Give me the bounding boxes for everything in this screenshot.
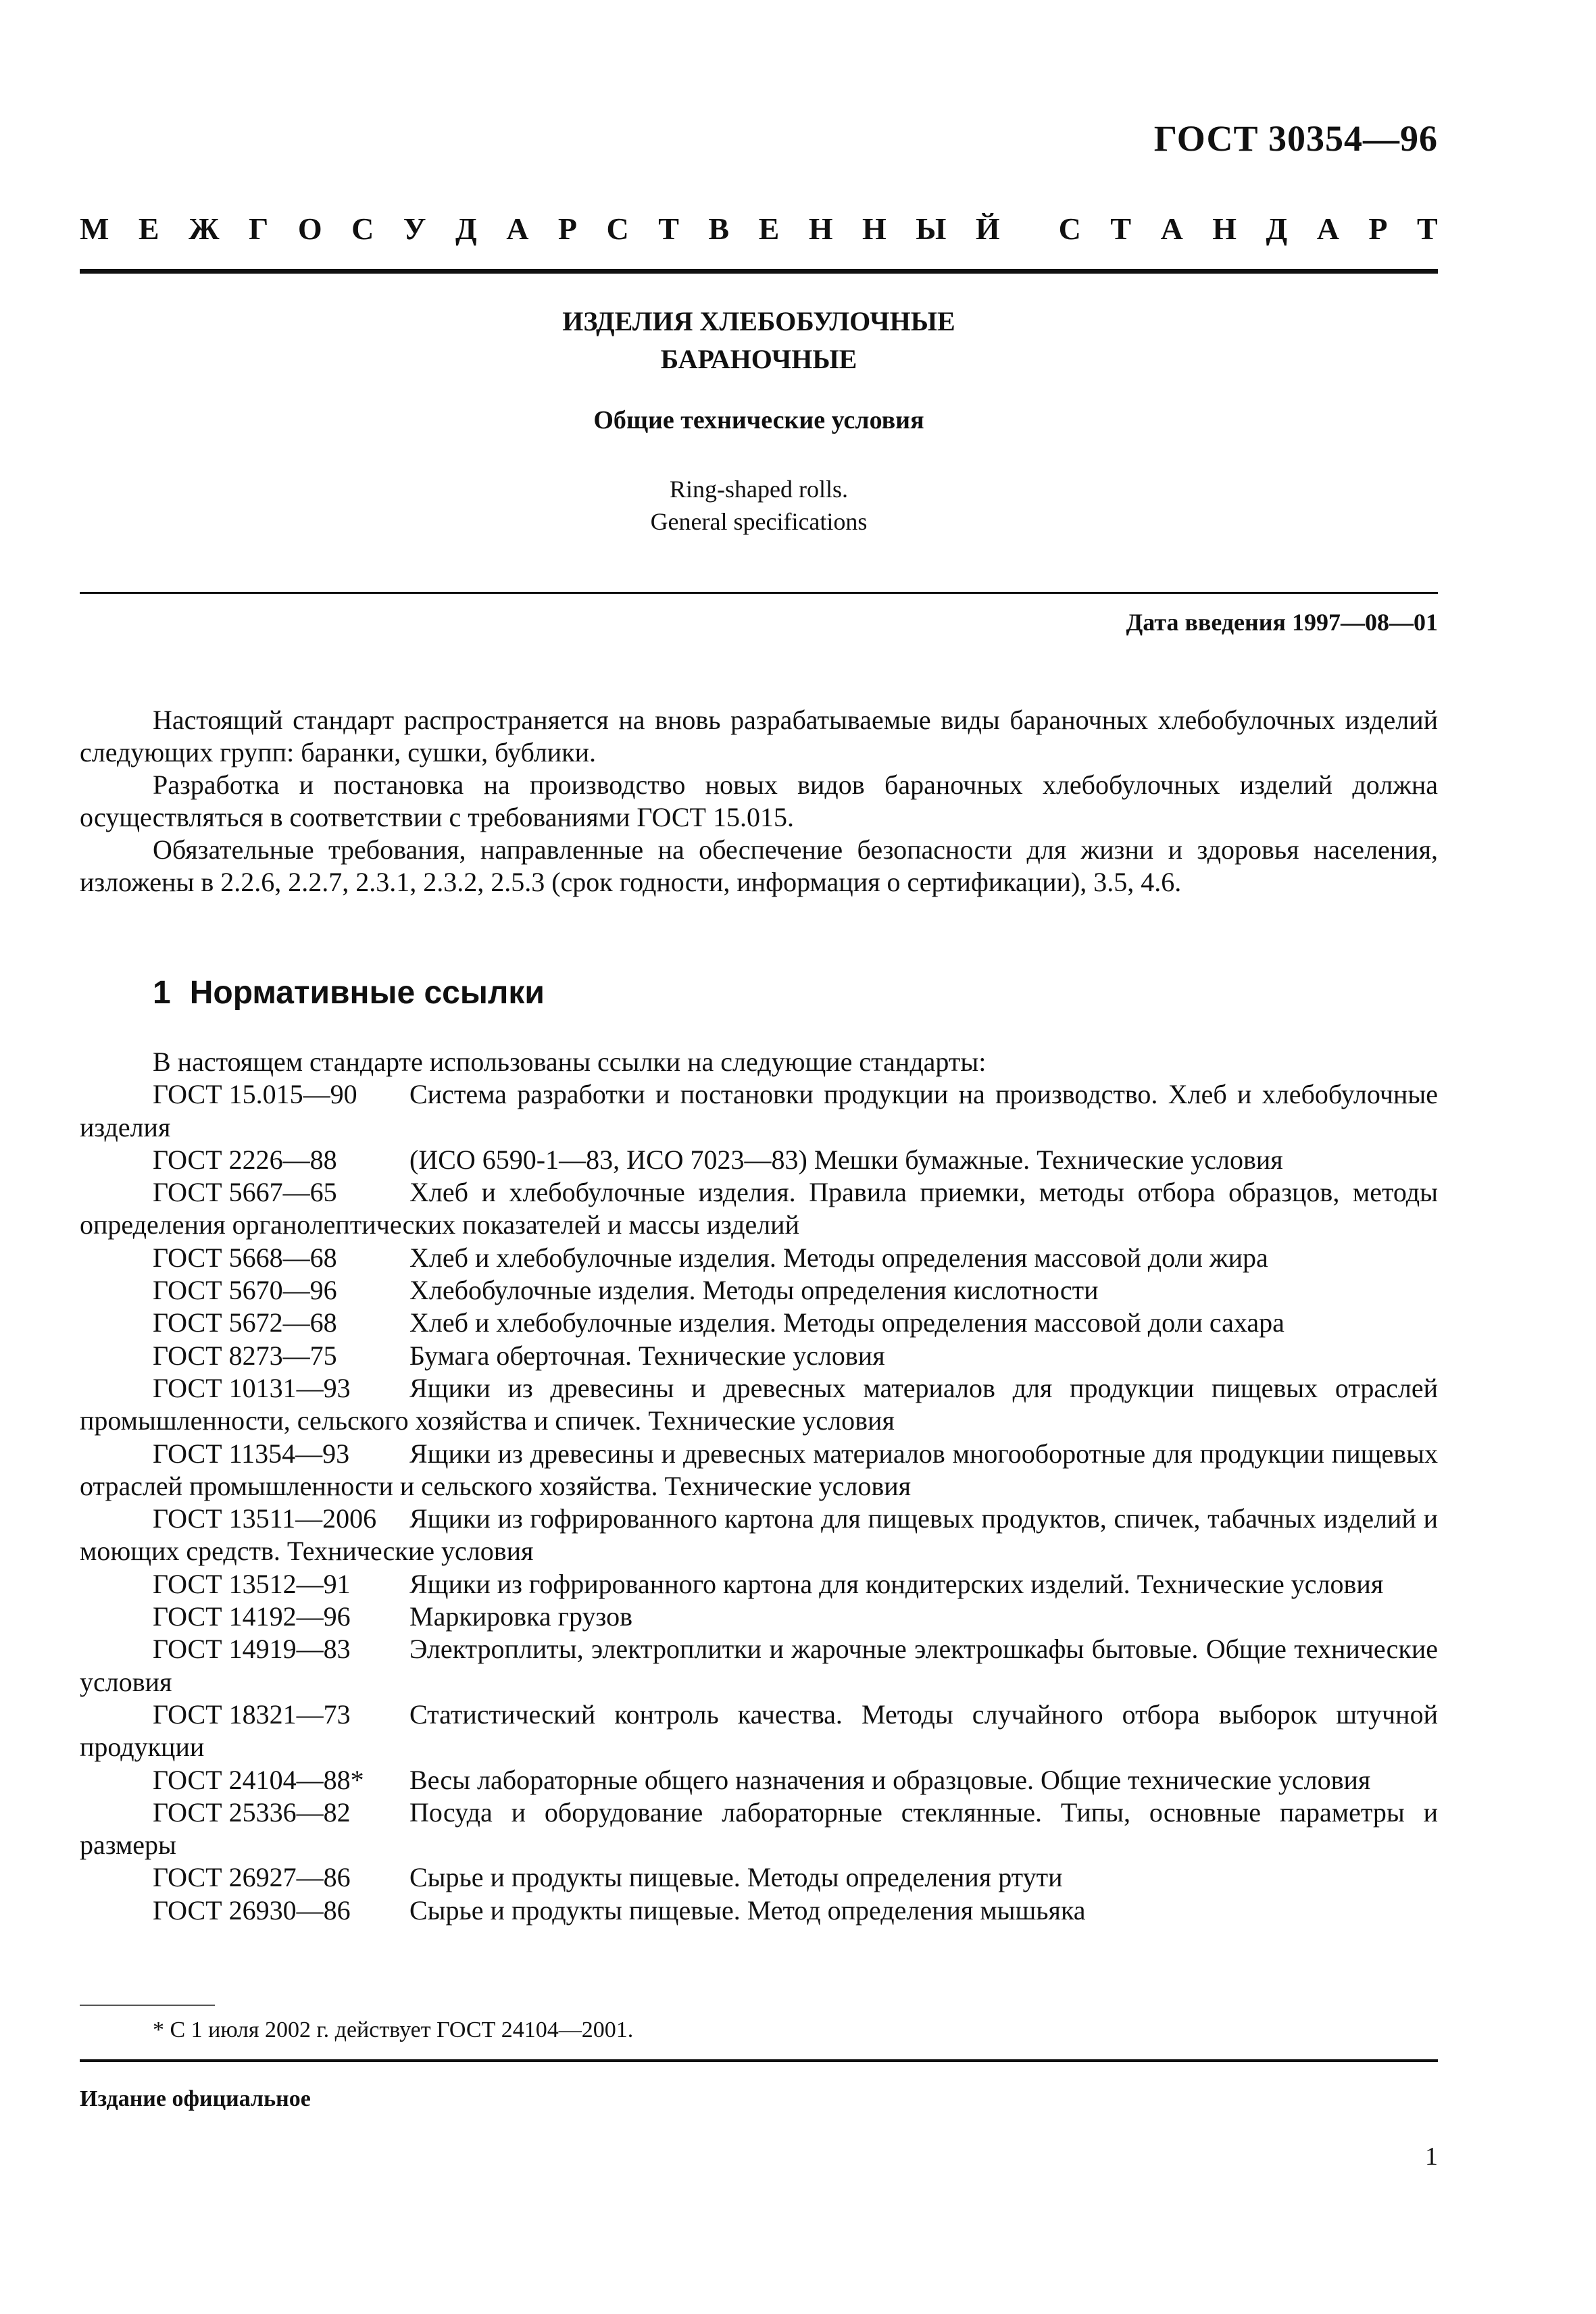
reference-title: Маркировка грузов [409,1601,632,1632]
reference-item [80,1274,1438,1307]
standard-type-letter: Г [249,211,269,246]
reference-code: ГОСТ 5670—96 [153,1275,337,1306]
reference-item [80,1372,1438,1438]
reference-title: Система разработки и постановки продукции на производство. Хлеб и хлебобулочные изделия [80,1079,1438,1142]
reference-code: ГОСТ 18321—73 [153,1699,351,1730]
standard-type-letter: Ж [189,211,220,246]
reference-code: ГОСТ 14919—83 [153,1634,351,1665]
section-number: 1 [153,975,171,1011]
reference-code: ГОСТ 14192—96 [153,1601,351,1632]
english-title [80,473,1438,538]
reference-item [80,1764,1438,1796]
standard-type-letter: А [1316,211,1339,246]
reference-title: Статистический контроль качества. Методы случайного отбора выборок штучной продукции [80,1699,1438,1763]
reference-code: ГОСТ 11354—93 [153,1438,350,1469]
reference-title: Сырье и продукты пищевые. Метод определения мышьяка [409,1894,1086,1926]
reference-code: ГОСТ 5667—65 [153,1177,337,1208]
reference-item [80,1144,1438,1176]
intro-paragraph: Обязательные требования, направленные на обеспечение безопасности для жизни и здоровья населения, изложены в 2.2.6, 2.2.7, 2.3.1, 2.3.2, 2.5.3 (срок годности, информация о сертификации), 3.5, 4.6. [80,834,1438,897]
title-line-2: БАРАНОЧНЫЕ [660,344,857,374]
standard-type-letter: А [1160,211,1183,246]
standard-type-letter: О [297,211,322,246]
standard-type-letter: Р [557,211,578,246]
title-rule [80,592,1438,594]
standard-type-letter: Т [1110,211,1132,246]
reference-title: Сырье и продукты пищевые. Методы определения ртути [409,1862,1063,1893]
reference-title: Ящики из гофрированного картона для кондитерских изделий. Технические условия [409,1568,1384,1599]
reference-item [80,1601,1438,1633]
reference-title: (ИСО 6590-1—83, ИСО 7023—83) Мешки бумажные. Технические условия [409,1144,1283,1175]
reference-code: ГОСТ 26930—86 [153,1894,351,1926]
official-edition-label: Издание официальное [80,2086,311,2111]
reference-title: Весы лабораторные общего назначения и образцовые. Общие технические условия [409,1764,1371,1795]
standard-type-letter: Н [862,211,887,246]
standard-type-letter: А [506,211,529,246]
document-number: ГОСТ 30354—96 [1153,118,1438,159]
reference-title: Хлеб и хлебобулочные изделия. Методы определения массовой доли сахара [409,1307,1285,1338]
references-list [80,1046,1438,1927]
reference-title: Электроплиты, электроплитки и жарочные электрошкафы бытовые. Общие технические условия [80,1634,1438,1697]
standard-type-letter: Т [1417,211,1438,246]
reference-code: ГОСТ 5672—68 [153,1307,337,1338]
introduction-date: Дата введения 1997—08—01 [1126,609,1438,636]
reference-title: Ящики из древесины и древесных материалов для продукции пищевых отраслей промышленности, сельского хозяйства и спичек. Технические условия [80,1372,1438,1436]
document-title [80,303,1438,378]
reference-item [80,1176,1438,1242]
reference-item [80,1078,1438,1144]
reference-code: ГОСТ 26927—86 [153,1862,351,1893]
reference-item [80,1894,1438,1927]
reference-title: Хлеб и хлебобулочные изделия. Методы определения массовой доли жира [409,1242,1268,1273]
standard-type-letter: В [708,211,730,246]
standard-type-letter: С [351,211,374,246]
reference-code: ГОСТ 8273—75 [153,1340,337,1371]
reference-title: Хлеб и хлебобулочные изделия. Правила приемки, методы отбора образцов, методы определения органолептических показателей и массы изделий [80,1177,1438,1240]
intro-text [80,704,1438,899]
reference-item [80,1242,1438,1274]
reference-item [80,1568,1438,1601]
reference-code: ГОСТ 24104—88* [153,1764,364,1795]
reference-code: ГОСТ 15.015—90 [153,1079,357,1110]
standard-type-letter: У [403,211,426,246]
standard-type-letter: Т [658,211,679,246]
reference-code: ГОСТ 10131—93 [153,1372,351,1403]
reference-title: Бумага оберточная. Технические условия [409,1340,885,1371]
reference-code: ГОСТ 13512—91 [153,1568,351,1599]
reference-item [80,1438,1438,1503]
footer-rule [80,2059,1438,2062]
reference-code: ГОСТ 13511—2006 [153,1503,377,1534]
english-title-line-1: Ring-shaped rolls. [670,476,848,503]
reference-item [80,1861,1438,1894]
header-rule [80,269,1438,274]
footnote-divider [80,2005,215,2006]
footnote: * С 1 июля 2002 г. действует ГОСТ 24104—2001. [153,2017,634,2042]
standard-type-letter: Й [975,211,1000,246]
reference-item [80,1503,1438,1568]
document-subtitle: Общие технические условия [593,406,924,434]
standard-type-letter: С [1058,211,1081,246]
reference-item [80,1340,1438,1372]
reference-title: Ящики из гофрированного картона для пищевых продуктов, спичек, табачных изделий и моющих средств. Технические условия [80,1503,1438,1567]
reference-title: Ящики из древесины и древесных материалов многооборотные для продукции пищевых отраслей промышленности и сельского хозяйства. Технические условия [80,1438,1438,1501]
reference-item [80,1796,1438,1862]
standard-type-heading [80,211,1438,247]
reference-item [80,1633,1438,1699]
standard-type-letter: Р [1368,211,1388,246]
section-title: Нормативные ссылки [189,975,545,1011]
reference-code: ГОСТ 2226—88 [153,1144,337,1175]
intro-paragraph: Разработка и постановка на производство новых видов бараночных хлебобулочных изделий должна осуществляться в соответствии с требованиями ГОСТ 15.015. [80,770,1438,832]
reference-code: ГОСТ 5668—68 [153,1242,337,1273]
title-line-1: ИЗДЕЛИЯ ХЛЕБОБУЛОЧНЫЕ [562,306,955,336]
section-heading [153,974,545,1011]
standard-type-letter: Ы [916,211,947,246]
page-number: 1 [1425,2142,1438,2171]
standard-type-letter: Н [808,211,833,246]
reference-item [80,1699,1438,1764]
standard-type-letter: Д [455,211,477,246]
reference-title: Хлебобулочные изделия. Методы определения кислотности [409,1275,1099,1306]
reference-item [80,1307,1438,1339]
standard-type-letter: Е [138,211,159,246]
standard-type-letter: М [80,211,109,246]
standard-type-letter: Д [1266,211,1288,246]
reference-code: ГОСТ 25336—82 [153,1796,351,1828]
references-intro: В настоящем стандарте использованы ссылки на следующие стандарты: [153,1047,987,1077]
standard-type-letter: Е [758,211,780,246]
english-title-line-2: General specifications [650,508,868,535]
reference-title: Посуда и оборудование лабораторные стеклянные. Типы, основные параметры и размеры [80,1796,1438,1861]
standard-type-letter: С [606,211,629,246]
intro-paragraph: Настоящий стандарт распространяется на вновь разрабатываемые виды бараночных хлебобулочных изделий следующих групп: баранки, сушки, бублики. [80,705,1438,768]
document-page [80,0,1438,2314]
standard-type-letter: Н [1212,211,1237,246]
